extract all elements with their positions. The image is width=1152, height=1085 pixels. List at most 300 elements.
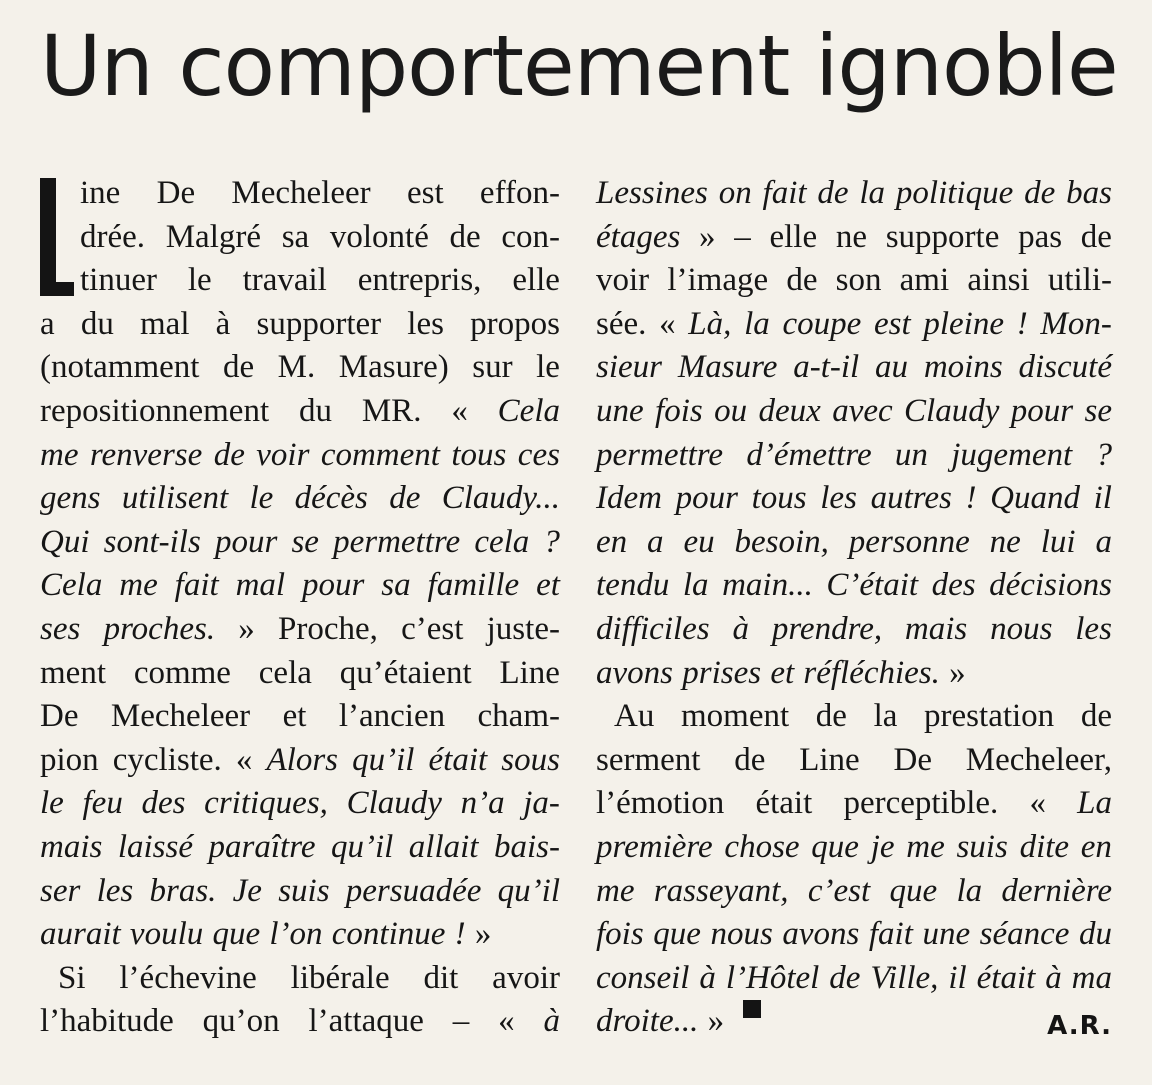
word: la <box>744 305 770 342</box>
word: de <box>829 959 861 996</box>
word: le <box>187 262 212 299</box>
word: la <box>873 698 898 735</box>
word: à <box>699 959 716 996</box>
word: Proche, <box>278 610 378 647</box>
word: cela <box>258 654 312 691</box>
word: « <box>1029 785 1046 822</box>
word: aurait <box>40 916 121 953</box>
word: à <box>1045 959 1062 996</box>
column-left-lines <box>40 172 560 1044</box>
text-line <box>596 303 1112 347</box>
text-line <box>40 172 560 216</box>
word: Si <box>58 959 86 996</box>
word: con- <box>501 218 560 255</box>
word: prestation <box>924 698 1055 735</box>
word: mal <box>235 567 286 604</box>
word: ne <box>989 523 1021 560</box>
word: l’habitude <box>40 1003 174 1040</box>
word: proches. <box>103 610 216 647</box>
word: bas <box>1066 175 1112 211</box>
word: du <box>80 305 114 342</box>
text-line <box>596 564 1112 608</box>
word: je <box>870 828 895 865</box>
word: discuté <box>1018 349 1112 386</box>
word: qu’il <box>497 872 560 909</box>
word: en <box>1080 828 1112 865</box>
word: c’est <box>401 610 464 647</box>
word: mal <box>140 305 190 342</box>
text-line <box>40 390 560 434</box>
text-line <box>40 782 560 826</box>
text-line <box>40 1000 560 1044</box>
text-line <box>596 870 1112 914</box>
word: a <box>40 305 55 342</box>
word: me <box>596 872 635 909</box>
word: serment <box>596 741 701 778</box>
word: » <box>949 654 966 691</box>
word: mais <box>904 610 968 647</box>
word: la <box>956 872 983 909</box>
word: utilisent <box>121 480 229 517</box>
word: feu <box>82 785 123 822</box>
word: ses <box>40 610 81 647</box>
word: fois <box>655 392 703 429</box>
word: Lessines <box>596 175 708 211</box>
word: me <box>906 828 945 865</box>
drop-cap-letter <box>40 178 74 296</box>
word: a <box>1095 523 1112 560</box>
word: cycliste. <box>112 741 222 778</box>
text-line <box>40 652 560 696</box>
word: sont-ils <box>103 523 201 560</box>
word: en <box>596 523 628 560</box>
word: jugement <box>951 436 1073 473</box>
word: était <box>428 741 488 778</box>
word: drée. <box>80 218 146 255</box>
word: moins <box>923 349 1003 386</box>
word: réfléchies. <box>803 654 940 691</box>
word: dite <box>1019 828 1070 865</box>
word: de <box>1024 175 1056 211</box>
word: un <box>894 436 928 473</box>
word: eu <box>683 523 715 560</box>
word: Qui <box>40 523 90 560</box>
article-column-right <box>596 172 1112 1044</box>
word: de <box>1080 218 1112 255</box>
word: pour <box>214 523 278 560</box>
word: Masure) <box>338 349 449 386</box>
word: pour <box>302 567 365 604</box>
word: – <box>452 1003 470 1040</box>
word: du <box>1078 916 1112 953</box>
word: Alors <box>266 741 339 778</box>
word: séance <box>979 916 1070 953</box>
word: au <box>875 349 909 386</box>
word: la <box>682 567 709 604</box>
text-line <box>40 913 560 957</box>
text-line <box>596 216 1112 260</box>
word: Claudy <box>346 785 442 822</box>
word: le <box>249 480 274 517</box>
word: Mecheleer <box>110 698 251 735</box>
word: ces <box>517 436 560 473</box>
word: une <box>596 392 644 429</box>
word: besoin, <box>734 523 829 560</box>
word: paraître <box>208 828 316 865</box>
text-line <box>40 870 560 914</box>
text-line <box>596 259 1112 303</box>
word: coupe <box>782 305 862 342</box>
word: Quand <box>990 480 1080 517</box>
word: et <box>282 698 307 735</box>
word: l’émotion <box>596 785 725 822</box>
word: le <box>40 785 64 822</box>
text-line <box>596 957 1112 1001</box>
word: suis <box>956 828 1008 865</box>
word: qu’étaient <box>339 654 472 691</box>
word: laissé <box>117 828 194 865</box>
word: est <box>873 305 911 342</box>
word: ment <box>40 654 106 691</box>
text-line <box>40 695 560 739</box>
word: Cela <box>497 392 560 429</box>
word: deux <box>758 392 821 429</box>
word: est <box>406 175 444 211</box>
word: fait <box>762 175 807 211</box>
text-line <box>40 826 560 870</box>
word: volonté <box>329 218 429 255</box>
word: les <box>1075 610 1112 647</box>
word: avec <box>832 392 893 429</box>
text-line <box>40 216 560 260</box>
word: effon- <box>479 175 560 211</box>
word: De <box>40 698 79 735</box>
word: que <box>811 828 859 865</box>
word: à <box>732 610 749 647</box>
word: dit <box>423 959 459 996</box>
word: ser <box>40 872 81 909</box>
word: ne <box>835 218 867 255</box>
word: ami <box>899 262 950 299</box>
text-line <box>596 782 1112 826</box>
word: famille <box>427 567 520 604</box>
word: » <box>474 916 492 953</box>
text-line <box>596 652 1112 696</box>
word: tinuer <box>80 262 157 299</box>
text-line <box>596 434 1112 478</box>
article-column-left <box>40 172 560 1044</box>
word: suis <box>278 872 330 909</box>
word: ma <box>1071 959 1112 996</box>
word: tous <box>451 436 507 473</box>
word: que <box>653 916 701 953</box>
end-of-article-square-icon <box>743 1000 761 1018</box>
text-line <box>596 521 1112 565</box>
word: Line <box>799 741 860 778</box>
word: du <box>298 392 332 429</box>
word: De <box>156 175 196 211</box>
word: le <box>536 349 560 386</box>
word: Ville, <box>870 959 939 996</box>
word: ! <box>454 916 466 953</box>
word: elle <box>512 262 560 299</box>
word: tendu <box>596 567 670 604</box>
word: a <box>647 523 664 560</box>
word: se <box>1084 392 1112 429</box>
word: nous <box>710 916 773 953</box>
word: d’émettre <box>746 436 872 473</box>
text-line <box>596 346 1112 390</box>
word: pion <box>40 741 99 778</box>
word: (notamment <box>40 349 200 386</box>
word: prises <box>682 654 762 691</box>
word: sur <box>472 349 513 386</box>
word: » <box>238 610 255 647</box>
word: de <box>389 480 421 517</box>
word: sous <box>501 741 560 778</box>
text-line <box>596 739 1112 783</box>
word: n’a <box>460 785 505 822</box>
word: ine <box>80 175 121 211</box>
word: politique <box>895 175 1014 211</box>
word: la <box>859 175 886 211</box>
word: « <box>451 392 468 429</box>
word: il <box>1093 480 1112 517</box>
word: perceptible. <box>843 785 999 822</box>
word: a-t-il <box>793 349 860 386</box>
word: les <box>407 305 444 342</box>
word: qu’il <box>330 828 394 865</box>
word: étages <box>596 218 681 255</box>
word: Claudy <box>904 392 1000 429</box>
word: les <box>96 872 134 909</box>
word: cham- <box>477 698 560 735</box>
word: autres <box>870 480 952 517</box>
word: qu’il <box>352 741 415 778</box>
word: renverse <box>89 436 203 473</box>
word: M. <box>277 349 316 386</box>
word: moment <box>680 698 790 735</box>
word: ? <box>543 523 560 560</box>
word: allait <box>408 828 479 865</box>
word: rasseyant, <box>653 872 789 909</box>
word: « <box>498 1003 515 1040</box>
word: de <box>817 175 849 211</box>
word: de <box>1080 698 1112 735</box>
word: de <box>213 436 245 473</box>
word: Là, <box>688 305 732 342</box>
word: de <box>786 262 818 299</box>
word: décisions <box>989 567 1112 604</box>
word: propos <box>470 305 560 342</box>
word: ! <box>965 480 977 517</box>
word: ! <box>1016 305 1028 342</box>
word: Au <box>614 698 655 735</box>
word: « <box>659 305 676 342</box>
word: que <box>212 916 261 953</box>
text-line <box>40 477 560 521</box>
word: droite... <box>596 1003 699 1040</box>
word: l’on <box>269 916 323 953</box>
word: décès <box>294 480 368 517</box>
word: sa <box>281 218 310 255</box>
word: prendre, <box>771 610 883 647</box>
word: gens <box>40 480 101 517</box>
word: voulu <box>129 916 204 953</box>
word: – <box>734 218 751 255</box>
column-right-lines <box>596 172 1112 1044</box>
word: main... <box>722 567 813 604</box>
word: avoir <box>492 959 560 996</box>
word: et <box>536 567 560 604</box>
word: l’attaque <box>308 1003 424 1040</box>
text-line <box>596 477 1112 521</box>
word: permettre <box>333 523 461 560</box>
word: fait <box>868 916 913 953</box>
word: l’Hôtel <box>725 959 820 996</box>
text-line <box>40 434 560 478</box>
word: tous <box>751 480 807 517</box>
word: bras. <box>149 872 217 909</box>
text-line <box>596 1000 1112 1044</box>
word: que <box>889 872 938 909</box>
word: supporter <box>256 305 382 342</box>
word: supporte <box>885 218 1000 255</box>
word: était <box>755 785 813 822</box>
word: me <box>40 436 79 473</box>
word: pour <box>1010 392 1074 429</box>
word: fait <box>174 567 219 604</box>
text-line <box>596 913 1112 957</box>
word: ja- <box>523 785 560 822</box>
word: chose <box>724 828 800 865</box>
word: mais <box>40 828 103 865</box>
word: » <box>699 218 716 255</box>
word: De <box>893 741 932 778</box>
word: des <box>931 567 976 604</box>
text-line <box>596 608 1112 652</box>
word: MR. <box>361 392 422 429</box>
word: permettre <box>596 436 724 473</box>
word: difficiles <box>596 610 710 647</box>
word: des <box>141 785 186 822</box>
word: sée. <box>596 305 647 342</box>
word: repositionnement <box>40 392 270 429</box>
word: Malgré <box>165 218 262 255</box>
text-line <box>40 303 560 347</box>
word: l’échevine <box>119 959 257 996</box>
text-line <box>596 390 1112 434</box>
word: avons <box>782 916 860 953</box>
word: voir <box>256 436 310 473</box>
word: Line <box>499 654 560 691</box>
word: dernière <box>1001 872 1112 909</box>
word: continue <box>331 916 446 953</box>
headline: Un comportement ignoble <box>40 17 1118 115</box>
word: nous <box>990 610 1053 647</box>
word: critiques, <box>204 785 328 822</box>
word: pas <box>1018 218 1063 255</box>
word: personne <box>848 523 970 560</box>
text-line <box>596 826 1112 870</box>
word: libérale <box>290 959 390 996</box>
word: ainsi <box>967 262 1030 299</box>
word: Claudy... <box>441 480 560 517</box>
text-line <box>596 695 1112 739</box>
word: de <box>734 741 766 778</box>
word: Idem <box>596 480 662 517</box>
word: avons <box>596 654 673 691</box>
word: et <box>770 654 795 691</box>
word: à <box>543 1003 560 1040</box>
word: qu’on <box>202 1003 280 1040</box>
word: cela <box>474 523 530 560</box>
text-line <box>40 521 560 565</box>
word: ? <box>1095 436 1112 473</box>
word: conseil <box>596 959 690 996</box>
word: Mecheleer <box>231 175 371 211</box>
word: était <box>976 959 1036 996</box>
word: La <box>1077 785 1112 822</box>
word: persuadée <box>345 872 482 909</box>
word: bais- <box>493 828 560 865</box>
word: C’était <box>826 567 919 604</box>
word: les <box>820 480 857 517</box>
word: elle <box>769 218 818 255</box>
word: l’ancien <box>338 698 446 735</box>
word: Masure <box>677 349 778 386</box>
text-line <box>40 739 560 783</box>
word: utili- <box>1047 262 1112 299</box>
text-line <box>40 346 560 390</box>
word: juste- <box>486 610 560 647</box>
word: une <box>922 916 971 953</box>
word: entrepris, <box>357 262 482 299</box>
word: de <box>222 349 255 386</box>
word: son <box>835 262 882 299</box>
word: comment <box>320 436 440 473</box>
word: Je <box>232 872 262 909</box>
word: pleine <box>923 305 1004 342</box>
word: de <box>449 218 481 255</box>
word: Cela <box>40 567 103 604</box>
text-line <box>596 172 1112 216</box>
word: il <box>948 959 967 996</box>
text-line <box>40 608 560 652</box>
word: me <box>119 567 158 604</box>
word: c’est <box>807 872 871 909</box>
word: fois <box>596 916 644 953</box>
word: première <box>596 828 713 865</box>
word: » <box>707 1003 725 1040</box>
author-signature: A.R. <box>1047 1011 1112 1041</box>
word: se <box>291 523 319 560</box>
word: « <box>235 741 253 778</box>
word: lui <box>1040 523 1076 560</box>
word: on <box>718 175 752 211</box>
word: travail <box>242 262 327 299</box>
word: comme <box>133 654 231 691</box>
word: à <box>215 305 231 342</box>
text-line <box>40 564 560 608</box>
text-line <box>40 259 560 303</box>
word: sa <box>381 567 411 604</box>
word: Mon- <box>1040 305 1112 342</box>
word: sieur <box>596 349 662 386</box>
text-line <box>40 957 560 1001</box>
word: l’image <box>667 262 769 299</box>
word: ou <box>714 392 748 429</box>
